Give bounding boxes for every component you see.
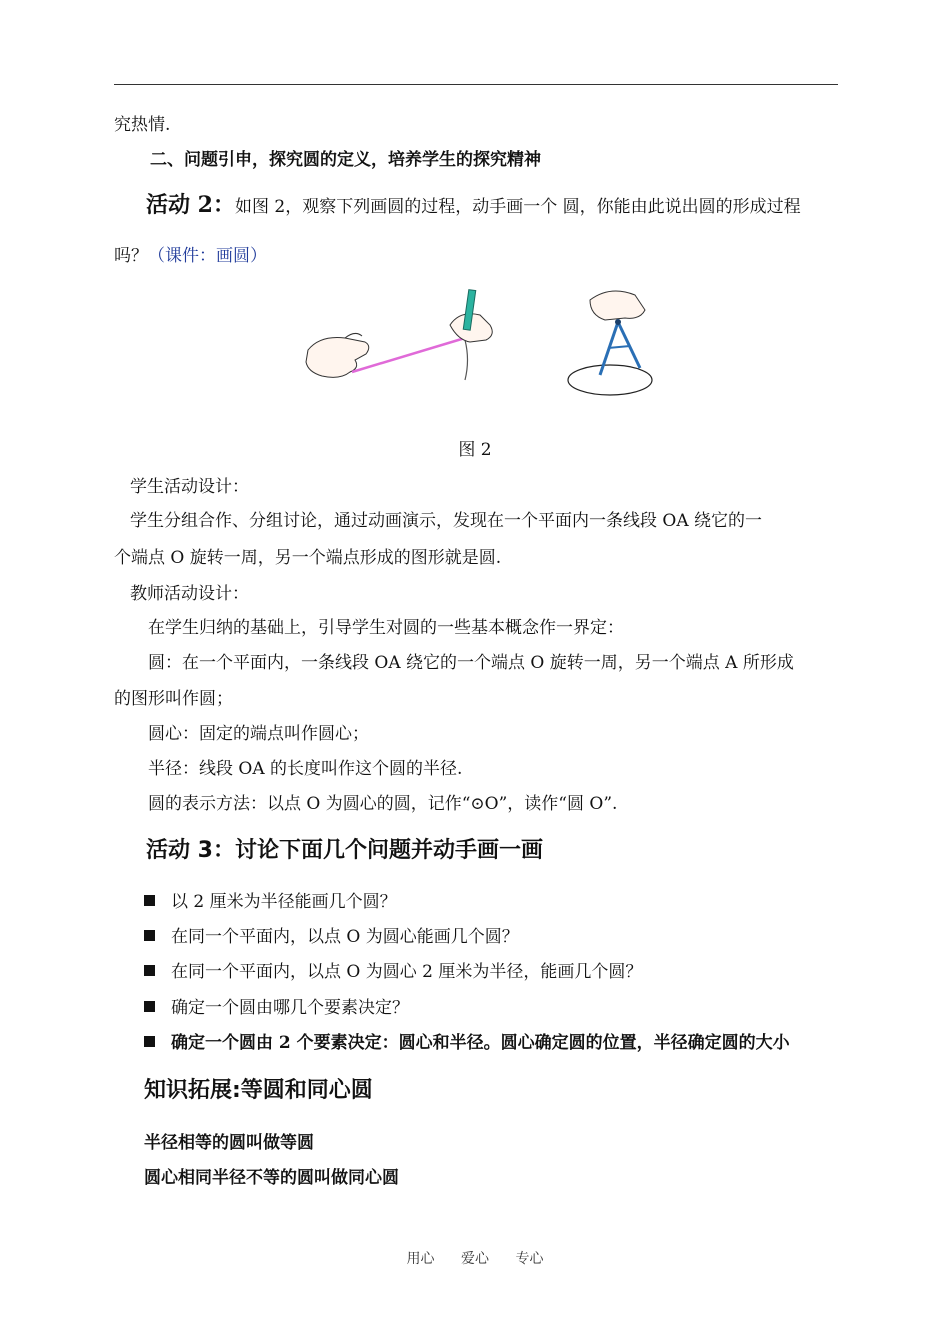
center-definition: 圆心：固定的端点叫作圆心； (148, 724, 369, 744)
pencil-hand-illustration (450, 290, 492, 342)
bullet-icon (144, 1001, 155, 1012)
bullet-icon (144, 1036, 155, 1047)
student-design-line2: 个端点 O 旋转一周，另一个端点形成的图形就是圆. (114, 548, 502, 568)
figure-caption: 图 2 (458, 440, 492, 460)
question-item-answer: 确定一个圆由 2 个要素决定：圆心和半径。圆心确定圆的位置，半径确定圆的大小 (144, 1031, 790, 1055)
bullet-icon (144, 930, 155, 941)
question-item: 以 2 厘米为半径能画几个圆？ (144, 890, 397, 914)
bullet-icon (144, 895, 155, 906)
concentric-circles-definition: 圆心相同半径不等的圆叫做同心圆 (144, 1168, 399, 1188)
arc-trace (465, 340, 468, 380)
student-design-line1: 学生分组合作、分组讨论，通过动画演示，发现在一个平面内一条线段 OA 绕它的一 (130, 511, 763, 531)
question-item: 在同一个平面内，以点 O 为圆心 2 厘米为半径，能画几个圆？ (144, 960, 642, 984)
header-rule (114, 84, 838, 85)
compass-illustration (568, 291, 652, 395)
notation-definition: 圆的表示方法：以点 O 为圆心的圆，记作“⊙O”，读作“圆 O”. (148, 794, 618, 814)
teacher-design-label: 教师活动设计： (130, 584, 249, 604)
section-heading: 二、问题引申，探究圆的定义，培养学生的探究精神 (150, 150, 541, 170)
question-item: 确定一个圆由哪几个要素决定？ (144, 996, 409, 1020)
bullet-icon (144, 965, 155, 976)
circle-definition-line2: 的图形叫作圆； (114, 689, 233, 709)
page-footer: 用心 爱心 专心 (406, 1251, 544, 1267)
activity2-line1 (146, 193, 838, 219)
circle-definition-line1: 圆：在一个平面内，一条线段 OA 绕它的一个端点 O 旋转一周，另一个端点 A 所形成 (148, 653, 794, 673)
activity2-label: 活动 2： (146, 192, 235, 218)
courseware-link[interactable]: （课件：画圆） (148, 246, 267, 266)
teacher-design-line: 在学生归纳的基础上，引导学生对圆的一些基本概念作一界定： (148, 618, 624, 638)
question-item: 在同一个平面内，以点 O 为圆心能画几个圆？ (144, 925, 519, 949)
extension-heading: 知识拓展:等圆和同心圆 (144, 1078, 373, 1103)
activity2-text: 如图 2，观察下列画圆的过程，动手画一个 圆，你能由此说出圆的形成过程 (234, 197, 801, 217)
radius-definition: 半径：线段 OA 的长度叫作这个圆的半径. (148, 759, 463, 779)
activity2-text-end: 吗？ (114, 246, 148, 266)
string-line (352, 338, 465, 372)
activity3-heading: 活动 3：讨论下面几个问题并动手画一画 (146, 838, 543, 863)
equal-circles-definition: 半径相等的圆叫做等圆 (144, 1133, 314, 1153)
figure-drawing-circle (300, 280, 680, 410)
activity2-line2 (114, 244, 838, 268)
top-fragment: 究热情. (114, 115, 171, 135)
student-design-label: 学生活动设计： (130, 477, 249, 497)
